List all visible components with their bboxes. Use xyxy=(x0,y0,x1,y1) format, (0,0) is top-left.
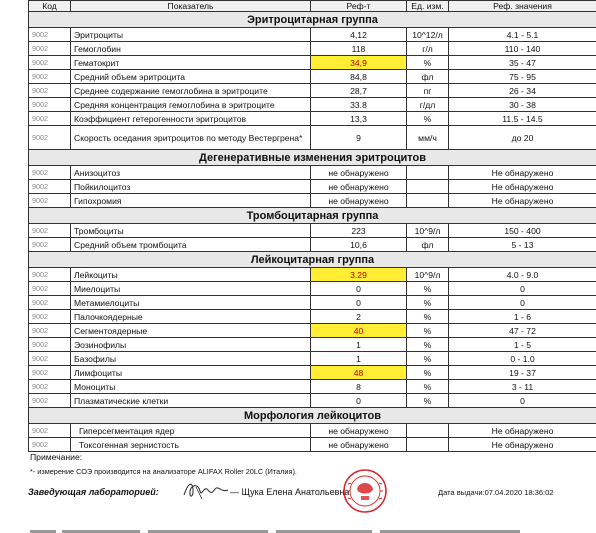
test-name: Палочкоядерные xyxy=(71,310,311,324)
test-result: 223 xyxy=(311,224,407,238)
test-code: 9002 xyxy=(29,324,71,338)
test-result: 0 xyxy=(311,394,407,408)
test-unit: % xyxy=(407,296,449,310)
test-code: 9002 xyxy=(29,296,71,310)
test-name: Среднее содержание гемоглобина в эритроците xyxy=(71,84,311,98)
note-text: *- измерение СОЭ производится на анализаторе ALIFAX Roller 20LC (Италия). xyxy=(30,467,297,476)
test-name: Плазматические клетки xyxy=(71,394,311,408)
test-code: 9002 xyxy=(29,438,71,452)
test-code: 9002 xyxy=(29,70,71,84)
header-reference: Реф. значения xyxy=(449,1,596,12)
table-row xyxy=(29,180,596,194)
table-row xyxy=(29,424,596,438)
test-name: Сегментоядерные xyxy=(71,324,311,338)
test-name: Средний объем тромбоцита xyxy=(71,238,311,252)
table-row xyxy=(29,98,596,112)
test-unit: 10^12/л xyxy=(407,28,449,42)
table-row xyxy=(29,166,596,180)
table-row xyxy=(29,28,596,42)
test-unit xyxy=(407,438,449,452)
test-unit: 10^9/л xyxy=(407,224,449,238)
head-of-lab-name: — Щука Елена Анатольевна xyxy=(230,487,350,497)
test-result: 0 xyxy=(311,282,407,296)
notes-block xyxy=(30,452,590,476)
test-code: 9002 xyxy=(29,338,71,352)
table-row xyxy=(29,268,596,282)
table-row xyxy=(29,70,596,84)
table-row xyxy=(29,238,596,252)
test-unit xyxy=(407,180,449,194)
table-row xyxy=(29,42,596,56)
section-header xyxy=(29,252,596,268)
test-unit: % xyxy=(407,282,449,296)
lab-results-body xyxy=(29,1,596,452)
test-code: 9002 xyxy=(29,166,71,180)
test-unit: мм/ч xyxy=(407,126,449,150)
test-code: 9002 xyxy=(29,56,71,70)
test-reference: Не обнаружено xyxy=(449,424,596,438)
table-row xyxy=(29,324,596,338)
cropped-bottom-text xyxy=(30,526,550,533)
test-unit: г/л xyxy=(407,42,449,56)
test-name: Средний объем эритроцита xyxy=(71,70,311,84)
test-reference: Не обнаружено xyxy=(449,180,596,194)
test-result: 84,8 xyxy=(311,70,407,84)
test-code: 9002 xyxy=(29,366,71,380)
test-reference: 75 - 95 xyxy=(449,70,596,84)
test-unit: % xyxy=(407,324,449,338)
test-unit: % xyxy=(407,394,449,408)
test-result: 48 xyxy=(311,366,407,380)
test-name: Коэффициент гетерогенности эритроцитов xyxy=(71,112,311,126)
test-name: Пойкилоцитоз xyxy=(71,180,311,194)
test-code: 9002 xyxy=(29,282,71,296)
test-name: Миелоциты xyxy=(71,282,311,296)
test-code: 9002 xyxy=(29,310,71,324)
test-name: Лейкоциты xyxy=(71,268,311,282)
test-reference: Не обнаружено xyxy=(449,438,596,452)
head-of-lab-label: Заведующая лабораторией: xyxy=(28,487,159,497)
table-row xyxy=(29,194,596,208)
test-result: 1 xyxy=(311,338,407,352)
test-reference: до 20 xyxy=(449,126,596,150)
test-code: 9002 xyxy=(29,84,71,98)
test-name: Метамиелоциты xyxy=(71,296,311,310)
test-code: 9002 xyxy=(29,224,71,238)
section-header xyxy=(29,208,596,224)
test-result: 13,3 xyxy=(311,112,407,126)
test-reference: 4.0 - 9.0 xyxy=(449,268,596,282)
section-title: Эритроцитарная группа xyxy=(29,12,596,28)
test-code: 9002 xyxy=(29,424,71,438)
test-result: не обнаружено xyxy=(311,194,407,208)
header-code: Код xyxy=(29,1,71,12)
table-row xyxy=(29,126,596,150)
header-unit: Ед. изм. xyxy=(407,1,449,12)
test-unit: фл xyxy=(407,238,449,252)
test-code: 9002 xyxy=(29,112,71,126)
table-row xyxy=(29,112,596,126)
test-unit xyxy=(407,424,449,438)
table-row xyxy=(29,438,596,452)
test-result: не обнаружено xyxy=(311,438,407,452)
test-reference: 0 - 1.0 xyxy=(449,352,596,366)
test-unit: фл xyxy=(407,70,449,84)
test-reference: 19 - 37 xyxy=(449,366,596,380)
table-row xyxy=(29,282,596,296)
test-code: 9002 xyxy=(29,180,71,194)
test-result: 118 xyxy=(311,42,407,56)
test-result: 8 xyxy=(311,380,407,394)
test-code: 9002 xyxy=(29,394,71,408)
test-reference: 150 - 400 xyxy=(449,224,596,238)
test-code: 9002 xyxy=(29,42,71,56)
test-result: 9 xyxy=(311,126,407,150)
test-reference: 1 - 5 xyxy=(449,338,596,352)
section-header xyxy=(29,408,596,424)
test-reference: 47 - 72 xyxy=(449,324,596,338)
test-result: 1 xyxy=(311,352,407,366)
test-unit xyxy=(407,194,449,208)
test-name: Гиперсегментация ядер xyxy=(71,424,311,438)
test-name: Базофилы xyxy=(71,352,311,366)
test-reference: 11.5 - 14.5 xyxy=(449,112,596,126)
test-code: 9002 xyxy=(29,98,71,112)
table-row xyxy=(29,296,596,310)
test-code: 9002 xyxy=(29,352,71,366)
test-unit: 10^9/л xyxy=(407,268,449,282)
test-reference: 1 - 6 xyxy=(449,310,596,324)
test-unit: г/дл xyxy=(407,98,449,112)
test-name: Токсогенная зернистость xyxy=(71,438,311,452)
lab-stamp-seal xyxy=(342,468,388,514)
test-reference: 5 - 13 xyxy=(449,238,596,252)
table-row xyxy=(29,310,596,324)
test-result: 0 xyxy=(311,296,407,310)
section-title: Тромбоцитарная группа xyxy=(29,208,596,224)
signature-image xyxy=(180,477,232,503)
test-code: 9002 xyxy=(29,28,71,42)
issue-date: Дата выдачи:07.04.2020 18:36:02 xyxy=(438,488,554,497)
section-header xyxy=(29,150,596,166)
test-unit: % xyxy=(407,338,449,352)
test-result: 34,9 xyxy=(311,56,407,70)
test-unit: % xyxy=(407,352,449,366)
test-reference: Не обнаружено xyxy=(449,194,596,208)
test-reference: 110 - 140 xyxy=(449,42,596,56)
test-reference: 26 - 34 xyxy=(449,84,596,98)
table-row xyxy=(29,338,596,352)
test-reference: 0 xyxy=(449,296,596,310)
test-reference: 4.1 - 5.1 xyxy=(449,28,596,42)
table-row xyxy=(29,380,596,394)
lab-results-table xyxy=(28,0,596,452)
test-result: 2 xyxy=(311,310,407,324)
table-row xyxy=(29,366,596,380)
test-reference: 35 - 47 xyxy=(449,56,596,70)
test-name: Средняя концентрация гемоглобина в эритроците xyxy=(71,98,311,112)
test-result: 4,12 xyxy=(311,28,407,42)
test-result: 40 xyxy=(311,324,407,338)
test-code: 9002 xyxy=(29,238,71,252)
test-result: не обнаружено xyxy=(311,180,407,194)
table-row xyxy=(29,56,596,70)
test-name: Гемоглобин xyxy=(71,42,311,56)
test-unit: % xyxy=(407,56,449,70)
test-name: Тромбоциты xyxy=(71,224,311,238)
test-unit xyxy=(407,166,449,180)
test-code: 9002 xyxy=(29,380,71,394)
test-unit: % xyxy=(407,112,449,126)
test-reference: Не обнаружено xyxy=(449,166,596,180)
test-result: 33.8 xyxy=(311,98,407,112)
test-code: 9002 xyxy=(29,126,71,150)
test-reference: 0 xyxy=(449,394,596,408)
test-code: 9002 xyxy=(29,268,71,282)
note-label: Примечание: xyxy=(30,452,83,462)
test-name: Гипохромия xyxy=(71,194,311,208)
test-unit: % xyxy=(407,310,449,324)
test-unit: % xyxy=(407,366,449,380)
table-row xyxy=(29,224,596,238)
section-header xyxy=(29,12,596,28)
test-result: не обнаружено xyxy=(311,424,407,438)
header-result: Реф-т xyxy=(311,1,407,12)
table-row xyxy=(29,352,596,366)
test-result: 28,7 xyxy=(311,84,407,98)
test-name: Эозинофилы xyxy=(71,338,311,352)
test-name: Эритроциты xyxy=(71,28,311,42)
header-parameter: Показатель xyxy=(71,1,311,12)
test-reference: 3 - 11 xyxy=(449,380,596,394)
section-title: Дегенеративные изменения эритроцитов xyxy=(29,150,596,166)
section-title: Лейкоцитарная группа xyxy=(29,252,596,268)
test-result: не обнаружено xyxy=(311,166,407,180)
table-row xyxy=(29,84,596,98)
test-name: Гематокрит xyxy=(71,56,311,70)
test-result: 3.29 xyxy=(311,268,407,282)
test-name: Скорость оседания эритроцитов по методу Вестергрена* xyxy=(71,126,311,150)
table-row xyxy=(29,394,596,408)
test-unit: пг xyxy=(407,84,449,98)
test-name: Лимфоциты xyxy=(71,366,311,380)
test-name: Анизоцитоз xyxy=(71,166,311,180)
test-name: Моноциты xyxy=(71,380,311,394)
table-header xyxy=(29,1,596,12)
section-title: Морфология лейкоцитов xyxy=(29,408,596,424)
test-reference: 30 - 38 xyxy=(449,98,596,112)
test-result: 10,6 xyxy=(311,238,407,252)
test-code: 9002 xyxy=(29,194,71,208)
test-reference: 0 xyxy=(449,282,596,296)
test-unit: % xyxy=(407,380,449,394)
